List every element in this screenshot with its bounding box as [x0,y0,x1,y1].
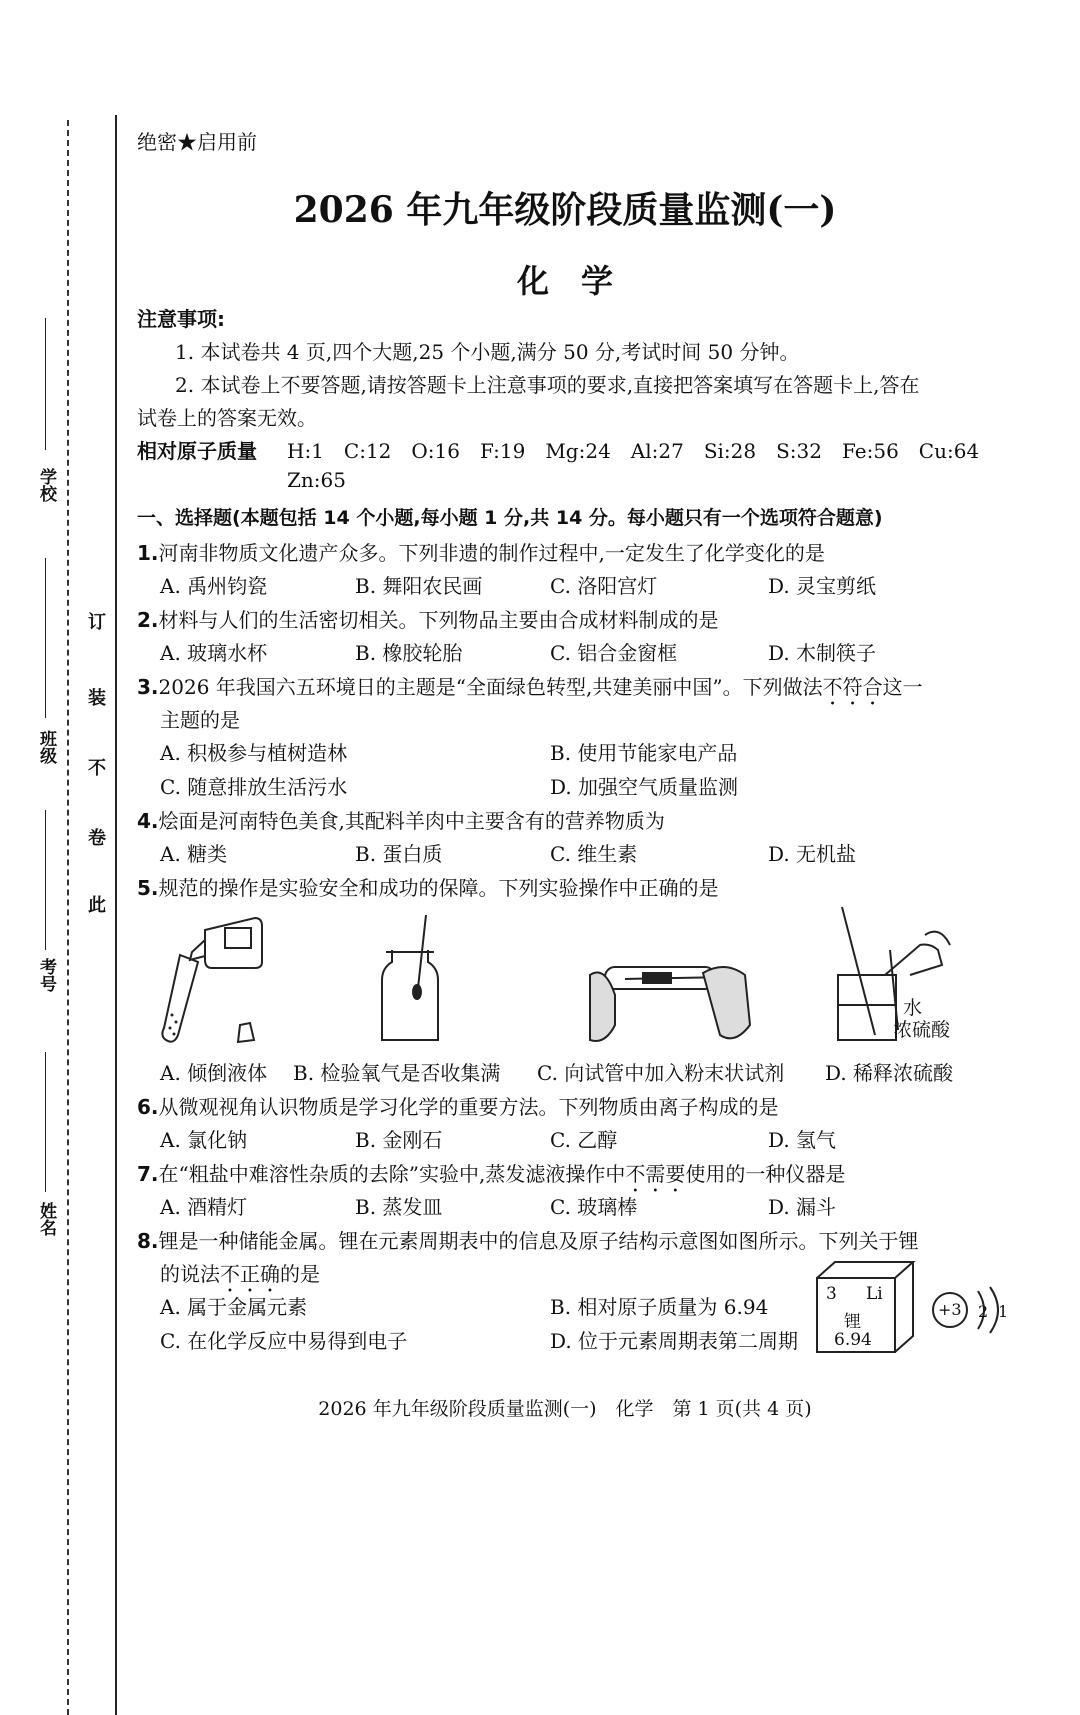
option-c[interactable]: C. 维生素 [550,842,638,866]
cut-line [67,120,69,1715]
option-b[interactable]: B. 使用节能家电产品 [550,741,738,765]
atomic-number: 3 [826,1284,837,1304]
question-6: 6.从微观视角认识物质是学习化学的重要方法。下列物质由离子构成的是 [137,1095,779,1119]
question-3: 3.2026 年我国六五环境日的主题是“全面绿色转型,共建美丽中国”。下列做法不符合这一 [137,675,923,699]
notice-item-1: 1. 本试卷共 4 页,四个大题,25 个小题,满分 50 分,考试时间 50 分钟。 [175,340,800,364]
oxygen-test-figure [370,910,460,1050]
acid-label: 浓硫酸 [893,1019,951,1041]
option-b[interactable]: B. 蒸发皿 [355,1195,443,1219]
seal-char: 不 [85,758,106,776]
option-a[interactable]: A. 酒精灯 [160,1195,248,1219]
option-c[interactable]: C. 乙醇 [550,1128,618,1152]
option-d[interactable]: D. 漏斗 [768,1195,837,1219]
element-name: 锂 [844,1312,861,1332]
class-label: 班级 [36,730,56,764]
question-3-cont: 主题的是 [160,708,240,732]
option-d[interactable]: D. 位于元素周期表第二周期 [550,1329,799,1353]
option-d[interactable]: D. 灵宝剪纸 [768,574,877,598]
exam-title: 2026 年九年级阶段质量监测(一) [293,189,837,231]
name-label: 姓名 [36,1202,56,1236]
option-d[interactable]: D. 木制筷子 [768,641,877,665]
notice-item-2-cont: 试卷上的答案无效。 [137,406,317,430]
atomic-mass: 6.94 [834,1330,872,1350]
seal-char: 装 [85,688,106,706]
option-a[interactable]: A. 属于金属元素 [160,1295,308,1319]
school-label: 学校 [36,468,56,502]
powder-tube-figure [585,955,755,1055]
option-c[interactable]: C. 洛阳宫灯 [550,574,658,598]
option-d[interactable]: D. 加强空气质量监测 [550,775,739,799]
question-8: 8.锂是一种储能金属。锂在元素周期表中的信息及原子结构示意图如图所示。下列关于锂 [137,1229,919,1253]
exam-no-label: 考号 [36,958,56,992]
question-8-cont: 的说法不正确的是 [160,1262,320,1286]
option-a[interactable]: A. 氯化钠 [160,1128,248,1152]
option-d[interactable]: D. 氢气 [768,1128,837,1152]
question-4: 4.烩面是河南特色美食,其配料羊肉中主要含有的营养物质为 [137,809,665,833]
shell-2-electrons: 1 [998,1302,1009,1321]
subject-title: 化 学 [516,262,613,300]
element-symbol: Li [866,1284,883,1304]
question-2: 2.材料与人们的生活密切相关。下列物品主要由合成材料制成的是 [137,608,719,632]
shell-1-electrons: 2 [978,1302,989,1321]
seal-char: 此 [85,895,106,913]
option-a[interactable]: A. 禹州钧瓷 [160,574,268,598]
option-b[interactable]: B. 金刚石 [355,1128,443,1152]
atomic-mass-values-2: Zn:65 [287,468,346,492]
notice-item-2: 2. 本试卷上不要答题,请按答题卡上注意事项的要求,直接把答案填写在答题卡上,答在 [175,373,920,397]
option-a[interactable]: A. 积极参与植树造林 [160,741,348,765]
option-a[interactable]: A. 玻璃水杯 [160,641,268,665]
page-footer: 2026 年九年级阶段质量监测(一) 化学 第 1 页(共 4 页) [318,1398,812,1420]
option-b[interactable]: B. 相对原子质量为 6.94 [550,1295,769,1319]
question-7: 7.在“粗盐中难溶性杂质的去除”实验中,蒸发滤液操作中不需要使用的一种仪器是 [137,1162,846,1186]
option-d[interactable]: D. 无机盐 [768,842,857,866]
option-b[interactable]: B. 橡胶轮胎 [355,641,463,665]
option-c[interactable]: C. 随意排放生活污水 [160,775,348,799]
notice-heading: 注意事项: [137,307,225,331]
seal-char: 订 [85,612,106,630]
secret-mark: 绝密★启用前 [137,130,257,154]
pour-liquid-figure [150,910,280,1050]
water-label: 水 [903,997,923,1019]
name-field-line[interactable] [45,1052,46,1192]
margin-border [115,115,117,1715]
option-a[interactable]: A. 糖类 [160,842,228,866]
option-c[interactable]: C. 玻璃棒 [550,1195,638,1219]
option-d[interactable]: D. 稀释浓硫酸 [825,1061,954,1085]
option-b[interactable]: B. 舞阳农民画 [355,574,483,598]
atomic-mass-label: 相对原子质量 [137,439,257,463]
exam-no-field-line[interactable] [45,810,46,950]
question-5: 5.规范的操作是实验安全和成功的保障。下列实验操作中正确的是 [137,876,719,900]
nucleus-charge: +3 [938,1300,962,1319]
option-c[interactable]: C. 向试管中加入粉末状试剂 [537,1061,785,1085]
class-field-line[interactable] [45,558,46,718]
option-c[interactable]: C. 在化学反应中易得到电子 [160,1329,408,1353]
option-b[interactable]: B. 蛋白质 [355,842,443,866]
section-heading: 一、选择题(本题包括 14 个小题,每小题 1 分,共 14 分。每小题只有一个选项符合题意) [137,507,883,529]
option-c[interactable]: C. 铝合金窗框 [550,641,678,665]
atomic-mass-values: H:1 C:12 O:16 F:19 Mg:24 Al:27 Si:28 S:32 Fe:56 Cu:64 [287,439,980,463]
question-1: 1.河南非物质文化遗产众多。下列非遗的制作过程中,一定发生了化学变化的是 [137,541,825,565]
option-a[interactable]: A. 倾倒液体 [160,1061,268,1085]
seal-char: 卷 [85,828,106,846]
option-b[interactable]: B. 检验氧气是否收集满 [293,1061,501,1085]
school-field-line[interactable] [45,318,46,450]
